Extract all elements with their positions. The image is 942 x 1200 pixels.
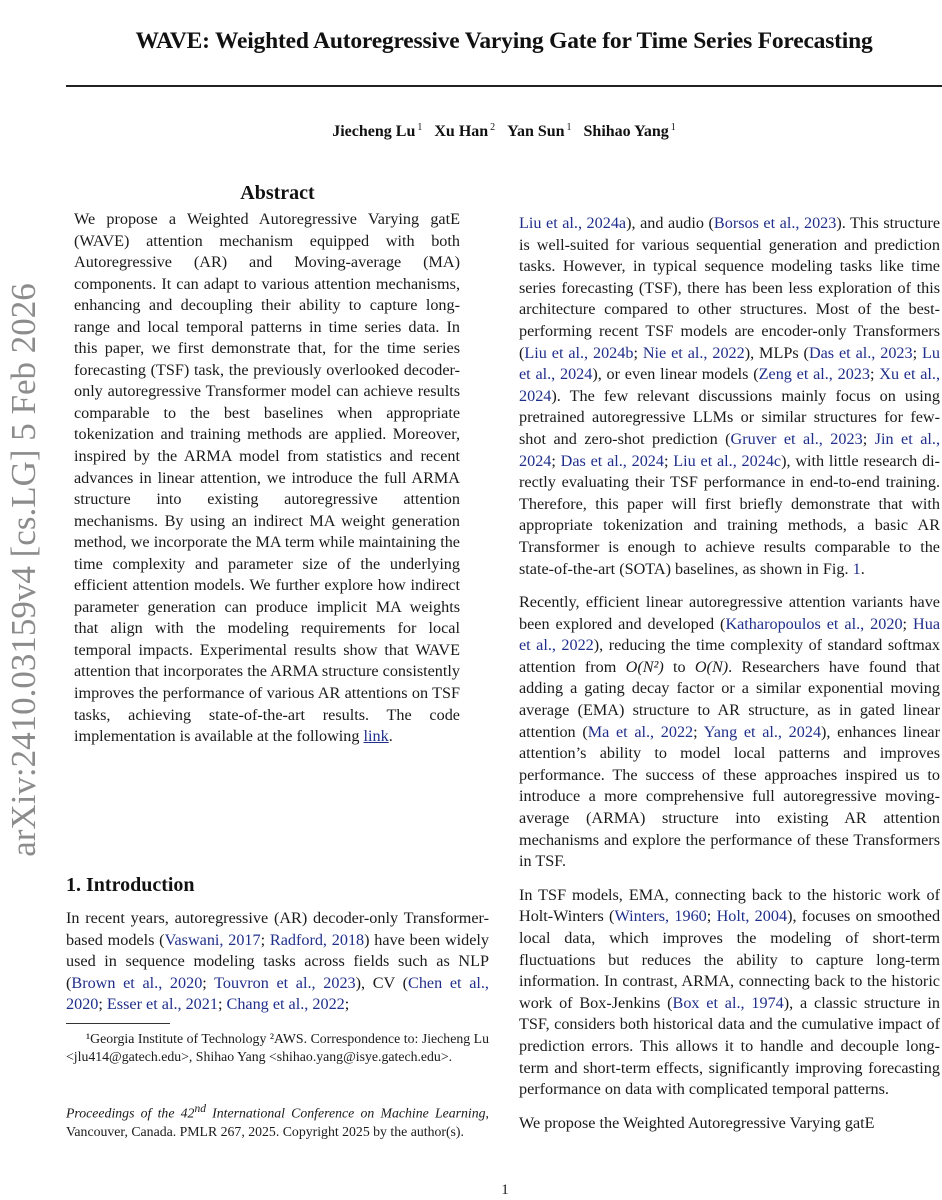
intro-paragraph-continued: Liu et al., 2024a), and audio (Borsos et al., 2023). This structure is well-suited for various sequential generation and prediction tasks. However, in typical sequence modeling tasks like time series forecasting (TSF), there has been less exploration of this architecture compared to other structures. Most of the best-performing recent TSF models are encoder-only Transformers (Liu et al., 2024b; Nie et al., 2022), MLPs (Das et al., 2023; Lu et al., 2024), or even linear models (Zeng et al., 2023; Xu et al., 2024). The few relevant discussions mainly focus on using pretrained autoregressive LLMs or similar structures for few-shot and zero-shot prediction (Gruver et al., 2023; Jin et al., 2024; Das et al., 2024; Liu et al., 2024c), with little research directly evaluating their TSF performance in end-to-end training. Therefore, this paper will first briefly demonstrate that with appropriate tokenization and training methods, a basic AR Transformer is enough to achieve results comparable to the state-of-the-art (SOTA) baselines, as shown in Fig. 1. bbox=[519, 214, 941, 578]
math-expression: O(N²) bbox=[625, 657, 664, 676]
proceedings-note: Proceedings of the 42nd International Conference on Machine Learning, Vancouver, Canada. PMLR 267, 2025. Copyright 2025 by the author(s). bbox=[66, 1103, 489, 1139]
author: Shihao Yang $^1$ bbox=[583, 122, 676, 140]
citation-link[interactable]: Jin et al., 2024 bbox=[519, 429, 940, 470]
citation-link[interactable]: Hua et al., 2022 bbox=[519, 614, 941, 655]
citation-link[interactable]: Zeng et al., 2023 bbox=[758, 365, 870, 384]
citation-link[interactable]: Borsos et al., 2023 bbox=[713, 214, 837, 232]
citation-link[interactable]: Chen et al., 2020 bbox=[66, 973, 489, 1014]
intro-paragraph-1: In recent years, autoregressive (AR) decoder-only Transformer-based models (Vaswani, 2017; Radford, 2018) have been widely used in sequence modeling tasks across fields such as NLP (Brown et al., 2020; Touvron et al., 2023), CV (Chen et al., 2020; Esser et al., 2021; Chang et al., 2022; bbox=[66, 909, 490, 1014]
citation-link[interactable]: Brown et al., 2020 bbox=[71, 973, 203, 992]
intro-paragraph-proposal: We propose the Weighted Autoregressive Varying gatE bbox=[519, 1113, 875, 1132]
citation-link[interactable]: Liu et al., 2024a bbox=[519, 214, 627, 232]
footnote-rule bbox=[66, 1023, 170, 1024]
citation-link[interactable]: Ma et al., 2022 bbox=[587, 722, 694, 741]
citation-link[interactable]: Nie et al., 2022 bbox=[642, 343, 745, 362]
author: Jiecheng Lu $^1$ bbox=[332, 122, 423, 140]
citation-link[interactable]: Chang et al., 2022 bbox=[226, 995, 345, 1014]
citation-link[interactable]: Vaswani, 2017 bbox=[164, 930, 261, 949]
citation-link[interactable]: Winters, 1960 bbox=[614, 907, 707, 926]
abstract-text: We propose a Weighted Autoregressive Varying gatE (WAVE) attention mechanism equipped with both Autoregressive (AR) and Moving-average (MA) components. It can adapt to various attention mechanisms, enhancing and decoupling their ability to capture long-range and local temporal patterns in time series data. In this paper, we first demonstrate that, for the time series forecasting (TSF) task, the previously overlooked decoder-only autoregressive Transformer model can achieve results comparable to the best baselines when appropriate tokenization and training methods are applied. Moreover, inspired by the ARMA model from statistics and recent advances in linear attention, we introduce the full ARMA structure into existing autoregressive attention mechanisms. By using an indirect MA weight generation method, we incorporate the MA term while maintaining the time complexity and parameter size of the underlying efficient attention models. We further explore how indirect parameter generation can produce implicit MA weights that align with the modeling requirements for local temporal impacts. Experimental results show that WAVE attention that incorporates the ARMA structure consistently improves the performance of various AR attentions on TSF tasks, achieving state-of-the-art results. The code implementation is available at the following link. bbox=[74, 210, 460, 746]
author: Xu Han $^2$ bbox=[434, 122, 496, 140]
intro-paragraph-linear-attention: Recently, efficient linear autoregressive attention variants have been explored and developed (Katharopoulos et al., 2020; Hua et al., 2022), reducing the time complexity of standard softmax attention from O(N²) to O(N). Researchers have found that adding a gating decay factor or a similar exponential moving average (EMA) structure to AR structure, as in gated linear attention (Ma et al., 2022; Yang et al., 2024), enhances linear attention’s ability to model local patterns and improves performance. The success of these approaches inspired us to introduce a more comprehensive full autoregressive moving-average (ARMA) structure into existing AR attention mechanisms and explore the performance of these Transformers in TSF. bbox=[519, 593, 941, 871]
citation-link[interactable]: Xu et al., 2024 bbox=[519, 365, 941, 405]
citation-link[interactable]: Liu et al., 2024b bbox=[524, 343, 634, 362]
citation-link[interactable]: Lu et al., 2024 bbox=[519, 343, 940, 384]
citation-link[interactable]: Holt, 2004 bbox=[716, 907, 788, 926]
page-number: 1 bbox=[501, 1182, 509, 1198]
intro-paragraph-arma: In TSF models, EMA, connecting back to the historic work of Holt-Winters (Winters, 1960; Holt, 2004), focuses on smoothed local data, which improves the modeling of short-term fluctuations but reduces the ability to capture long-term information. In contrast, ARMA, connecting back to the historic work of Box-Jenkins (Box et al., 1974), a classic structure in TSF, considers both historical data and the cumulative impact of prediction errors. This allows it to handle and decouple long-term and short-term effects, significantly improving forecasting performance on data with complicated temporal patterns. bbox=[519, 885, 941, 1099]
abstract-heading: Abstract bbox=[240, 182, 315, 204]
citation-link[interactable]: Box et al., 1974 bbox=[672, 993, 784, 1012]
paper-title: WAVE: Weighted Autoregressive Varying Gate for Time Series Forecasting bbox=[135, 28, 873, 54]
citation-link[interactable]: Gruver et al., 2023 bbox=[730, 429, 863, 448]
citation-link[interactable]: Yang et al., 2024 bbox=[703, 722, 822, 741]
citation-link[interactable]: Das et al., 2023 bbox=[808, 343, 913, 362]
citation-link[interactable]: Katharopoulos et al., 2020 bbox=[725, 614, 903, 633]
citation-link[interactable]: Liu et al., 2024c bbox=[673, 451, 782, 470]
citation-link[interactable]: Touvron et al., 2023 bbox=[214, 973, 356, 992]
title-rule bbox=[66, 85, 942, 87]
citation-link[interactable]: 1 bbox=[852, 559, 861, 578]
right-column bbox=[519, 213, 940, 1146]
citation-link[interactable]: Das et al., 2024 bbox=[560, 451, 664, 470]
author: Yan Sun $^1$ bbox=[507, 122, 572, 140]
arxiv-stamp-text: arXiv:2410.03159v4 [cs.LG] 5 Feb 2026 bbox=[4, 283, 43, 857]
left-column bbox=[66, 182, 490, 1139]
math-expression: O(N) bbox=[694, 657, 729, 676]
section-heading-introduction: 1. Introduction bbox=[66, 874, 195, 896]
citation-link[interactable]: Radford, 2018 bbox=[269, 930, 365, 949]
citation-link[interactable]: Esser et al., 2021 bbox=[106, 995, 218, 1014]
code-link[interactable]: link bbox=[363, 727, 389, 746]
affiliation-footnote: ¹Georgia Institute of Technology ²AWS. Correspondence to: Jiecheng Lu <jlu414@gatech.edu>, Shihao Yang <shihao.yang@isye.gatech.edu>. bbox=[66, 1031, 489, 1065]
arxiv-identifier-stamp bbox=[2, 250, 46, 890]
author-list bbox=[66, 122, 942, 141]
